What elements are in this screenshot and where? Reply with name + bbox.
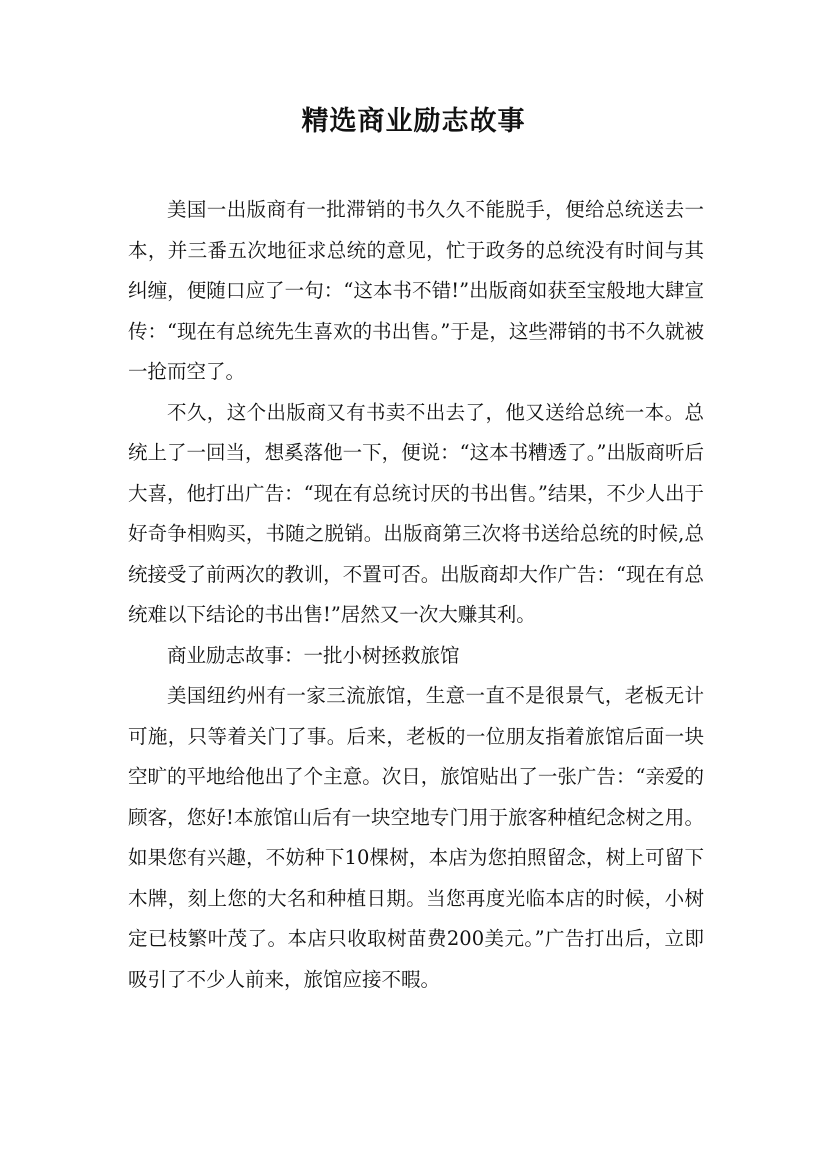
section-heading: 商业励志故事：一批小树拯救旅馆 (167, 643, 460, 667)
paragraph-2: 不久，这个出版商又有书卖不出去了，他又送给总统一本。总统上了一回当，想奚落他一下，便说：“这本书糟透了。”出版商听后大喜，他打出广告：“现在有总统讨厌的书出售。”结果，不少人出于好奇争相购买，书随之脱销。出版商第三次将书送给总统的时候,总统接受了前两次的教训，不置可否。出版商却大作广告：“现在有总统难以下结论的书出售!”居然又一次大赚其利。 (128, 400, 704, 626)
document-title: 精选商业励志故事 (301, 106, 526, 137)
document-body (128, 190, 704, 1000)
paragraph-1: 美国一出版商有一批滞销的书久久不能脱手，便给总统送去一本，并三番五次地征求总统的意见，忙于政务的总统没有时间与其纠缠，便随口应了一句：“这本书不错!”出版商如获至宝般地大肆宣传：“现在有总统先生喜欢的书出售。”于是，这些滞销的书不久就被一抢而空了。 (128, 198, 704, 383)
paragraph-3: 美国纽约州有一家三流旅馆，生意一直不是很景气，老板无计可施，只等着关门了事。后来，老板的一位朋友指着旅馆后面一块空旷的平地给他出了个主意。次日，旅馆贴出了一张广告：“亲爱的顾客，您好!本旅馆山后有一块空地专门用于旅客种植纪念树之用。如果您有兴趣，不妨种下10棵树，本店为您拍照留念，树上可留下木牌，刻上您的大名和种植日期。当您再度光临本店的时候，小树定已枝繁叶茂了。本店只收取树苗费200美元。”广告打出后，立即吸引了不少人前来，旅馆应接不暇。 (128, 684, 704, 991)
